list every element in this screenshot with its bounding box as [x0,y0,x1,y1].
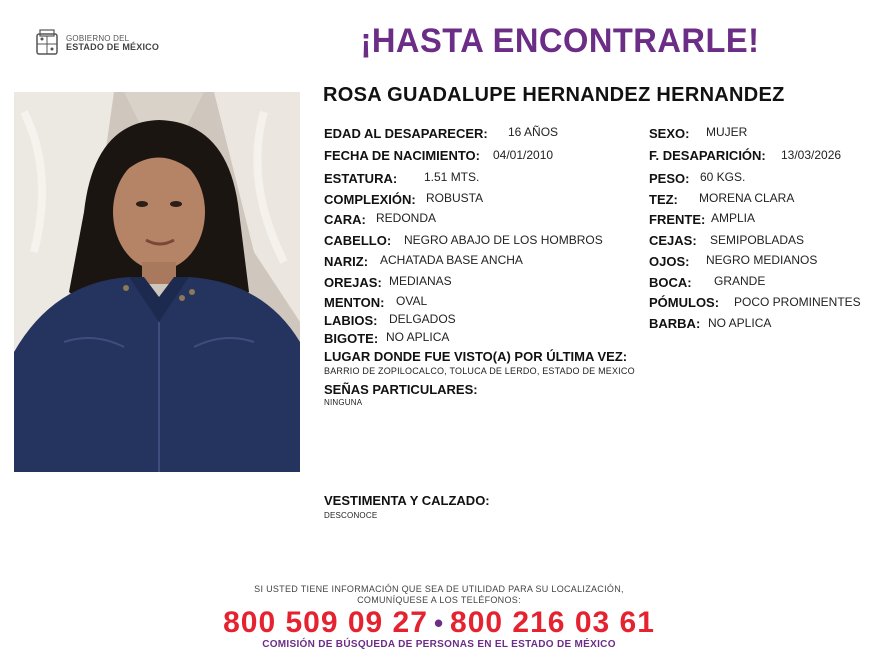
government-logo [34,28,159,58]
logo-line-1: GOBIERNO DEL [66,34,130,43]
phone-number-2[interactable]: 800 216 03 61 [450,606,655,639]
field-label-complexion: TEZ: [649,192,678,207]
field-value-height: 1.51 MTS. [424,170,480,184]
field-label-birthdate: FECHA DE NACIMIENTO: [324,148,480,163]
person-photo [14,92,300,472]
field-value-forehead: AMPLIA [711,211,756,225]
field-label-nose: NARIZ: [324,254,369,269]
headline: ¡HASTA ENCONTRARLE! [360,22,760,60]
field-label-mustache: BIGOTE: [324,331,379,346]
field-value-cheekbones: POCO PROMINENTES [734,295,861,309]
field-label-mouth: BOCA: [649,275,692,290]
field-label-weight: PESO: [649,171,690,186]
phone-numbers [0,606,878,640]
distinguishing-marks-value: NINGUNA [324,398,363,407]
field-value-lips: DELGADOS [389,312,456,326]
field-label-cheekbones: PÓMULOS: [649,295,720,310]
field-value-build: ROBUSTA [426,191,484,205]
field-value-sex: MUJER [706,125,748,139]
field-value-chin: OVAL [396,294,428,308]
field-value-complexion: MORENA CLARA [699,191,795,205]
coat-of-arms-icon [34,28,60,58]
field-label-eyebrows: CEJAS: [649,233,697,248]
field-label-build: COMPLEXIÓN: [324,192,416,207]
commission-name: COMISIÓN DE BÚSQUEDA DE PERSONAS EN EL ESTADO DE MÉXICO [262,639,616,650]
field-value-mustache: NO APLICA [386,330,450,344]
field-label-forehead: FRENTE: [649,212,706,227]
distinguishing-marks-label: SEÑAS PARTICULARES: [324,382,478,397]
field-label-height: ESTATURA: [324,171,398,186]
field-label-disappearance-date: F. DESAPARICIÓN: [649,148,766,163]
clothing-value: DESCONOCE [324,511,378,520]
phone-separator: • [433,608,445,638]
last-seen-label: LUGAR DONDE FUE VISTO(A) POR ÚLTIMA VEZ: [324,349,628,364]
field-value-eyes: NEGRO MEDIANOS [706,253,818,267]
field-label-hair: CABELLO: [324,233,392,248]
field-label-eyes: OJOS: [649,254,690,269]
field-label-age: EDAD AL DESAPARECER: [324,126,488,141]
field-label-chin: MENTON: [324,295,385,310]
field-value-ears: MEDIANAS [389,274,452,288]
field-label-sex: SEXO: [649,126,690,141]
field-value-face: REDONDA [376,211,437,225]
field-value-beard: NO APLICA [708,316,772,330]
person-name: ROSA GUADALUPE HERNANDEZ HERNANDEZ [323,84,785,106]
footer-note-line-2: COMUNÍQUESE A LOS TELÉFONOS: [357,595,521,605]
field-value-disappearance-date: 13/03/2026 [781,148,842,162]
field-value-birthdate: 04/01/2010 [493,148,554,162]
field-label-beard: BARBA: [649,316,701,331]
field-value-eyebrows: SEMIPOBLADAS [710,233,805,247]
field-label-lips: LABIOS: [324,313,378,328]
last-seen-value: BARRIO DE ZOPILOCALCO, TOLUCA DE LERDO, ESTADO DE MEXICO [324,366,635,376]
field-value-weight: 60 KGS. [700,170,746,184]
field-value-age: 16 AÑOS [508,125,559,139]
footer-note-line-1: SI USTED TIENE INFORMACIÓN QUE SEA DE UTILIDAD PARA SU LOCALIZACIÓN, [254,584,624,594]
field-label-face: CARA: [324,212,366,227]
clothing-label: VESTIMENTA Y CALZADO: [324,493,490,508]
field-value-nose: ACHATADA BASE ANCHA [380,253,523,267]
logo-line-2: ESTADO DE MÉXICO [66,42,160,52]
field-label-ears: OREJAS: [324,275,382,290]
field-value-mouth: GRANDE [714,274,766,288]
field-value-hair: NEGRO ABAJO DE LOS HOMBROS [404,233,603,247]
phone-number-1[interactable]: 800 509 09 27 [223,606,428,639]
